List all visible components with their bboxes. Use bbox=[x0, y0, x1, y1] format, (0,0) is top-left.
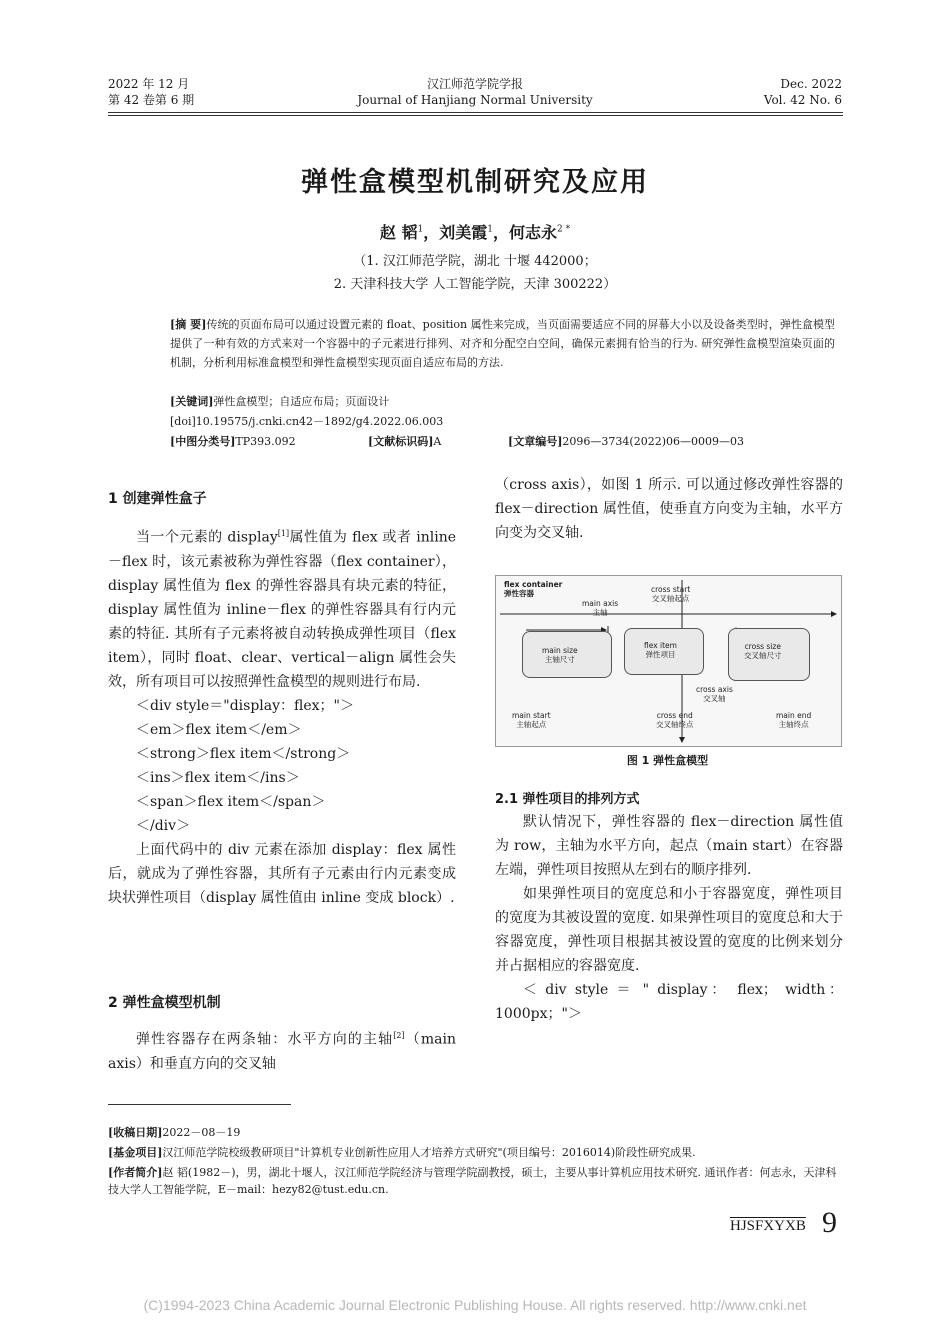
keywords bbox=[170, 394, 389, 410]
abstract bbox=[170, 315, 835, 372]
code-block bbox=[108, 694, 456, 838]
p3-rest: （main axis）和垂直方向的交叉轴 bbox=[108, 1031, 456, 1072]
code-line: ＜span＞flex item＜/span＞ bbox=[136, 793, 326, 810]
ref-2: [2] bbox=[393, 1031, 405, 1040]
paragraph-2: 上面代码中的 div 元素在添加 display：flex 属性后，就成为了弹性容器，其所有子元素由行内元素变成块状弹性项目（display 属性值由 inline 变成 block）. bbox=[108, 841, 456, 906]
main-size-label: main size 主轴尺寸 bbox=[542, 646, 578, 664]
volume-issue-en: Vol. 42 No. 6 bbox=[763, 93, 842, 107]
paragraph-1 bbox=[108, 522, 456, 694]
header-right bbox=[764, 76, 842, 108]
author-2-affil: 1 bbox=[487, 224, 493, 235]
issue-date-en: Dec. 2022 bbox=[780, 77, 842, 91]
right-paragraph-1: （cross axis），如图 1 所示. 可以通过修改弹性容器的 flex－direction 属性值，使垂直方向变为主轴，水平方向变为交叉轴. bbox=[495, 477, 843, 541]
section-2-title: 2 弹性盒模型机制 bbox=[108, 995, 221, 1011]
left-column bbox=[108, 522, 456, 910]
cnki-watermark: (C)1994-2023 China Academic Journal Electronic Publishing House. All rights reserved. http://www.cnki.net bbox=[143, 1297, 807, 1313]
keywords-label: [关键词] bbox=[170, 395, 214, 408]
affiliation-1: （1. 汉江师范学院，湖北 十堰 442000； bbox=[353, 254, 597, 269]
article-label: [文章编号] bbox=[508, 435, 563, 448]
paper-title: 弹性盒模型机制研究及应用 bbox=[301, 167, 649, 198]
fund-info: [基金项目]汉江师范学院校级教研项目"计算机专业创新性应用人才培养方式研究"(项目编号：2016014)阶段性研究成果. bbox=[108, 1146, 696, 1159]
author-3: 何志永 bbox=[508, 223, 557, 242]
clc-number bbox=[170, 434, 296, 450]
code-line: ＜div style＝"display：flex；"＞ bbox=[136, 697, 354, 714]
p3-start: 弹性容器存在两条轴：水平方向的主轴 bbox=[136, 1031, 394, 1048]
cross-start-label: cross start 交叉轴起点 bbox=[651, 585, 691, 603]
journal-name-en: Journal of Hanjiang Normal University bbox=[357, 93, 593, 107]
section-2-1-title: 2.1 弹性项目的排列方式 bbox=[495, 792, 640, 807]
author-list: 赵 韬$^1$，刘美霞$^1$，何志永$^{2 *}$ bbox=[379, 223, 571, 242]
figure-caption: 图 1 弹性盒模型 bbox=[626, 754, 709, 767]
code-line: ＜ins＞flex item＜/ins＞ bbox=[136, 769, 300, 786]
keywords-text: 弹性盒模型；自适应布局；页面设计 bbox=[213, 395, 390, 408]
paragraph-3 bbox=[108, 1024, 456, 1076]
received-date: [收稿日期]2022－08－19 bbox=[108, 1126, 241, 1139]
code-line: ＜em＞flex item＜/em＞ bbox=[136, 721, 302, 738]
clc-value: TP393.092 bbox=[235, 435, 296, 448]
author-3-affil: 2 * bbox=[557, 224, 571, 235]
header-center bbox=[300, 76, 650, 108]
doc-value: A bbox=[433, 435, 442, 448]
doi-text: 10.19575/j.cnki.cn42－1892/g4.2022.06.003 bbox=[195, 415, 444, 428]
doi-label: [doi] bbox=[170, 415, 196, 428]
ref-1: [1] bbox=[277, 529, 290, 538]
right-column-body bbox=[495, 810, 843, 1026]
flexbox-figure bbox=[495, 575, 842, 747]
cross-axis-label: cross axis 交叉轴 bbox=[696, 685, 733, 703]
cross-end-label: cross end 交叉轴终点 bbox=[656, 711, 694, 729]
article-number bbox=[508, 434, 744, 450]
doc-label: [文献标识码] bbox=[368, 435, 434, 448]
header-rule-2 bbox=[108, 115, 843, 116]
abstract-label: [摘 要] bbox=[170, 318, 207, 331]
container-label: flex container 弹性容器 bbox=[504, 580, 563, 598]
main-axis-label: main axis 主轴 bbox=[582, 599, 619, 617]
header-left bbox=[108, 76, 194, 108]
author-1-affil: 1 bbox=[417, 224, 424, 235]
code-line: ＜strong＞flex item＜/strong＞ bbox=[136, 745, 351, 762]
author-2: 刘美霞 bbox=[439, 223, 488, 242]
main-start-label: main start 主轴起点 bbox=[512, 711, 551, 729]
author-bio: [作者简介]赵 韬(1982－)，男，湖北十堰人，汉江师范学院经济与管理学院副教授，硕士，主要从事计算机应用技术研究. 通讯作者：何志永，天津科技大学人工智能学院，E－mail：hezy82@tust.edu.cn. bbox=[108, 1166, 837, 1196]
article-value: 2096—3734(2022)06—0009—03 bbox=[562, 435, 744, 448]
flex-item-label: flex item 弹性项目 bbox=[644, 641, 677, 659]
volume-issue: 第 42 卷第 6 期 bbox=[108, 93, 195, 107]
section-1-title: 1 创建弹性盒子 bbox=[108, 491, 207, 507]
main-end-label: main end 主轴终点 bbox=[776, 711, 812, 729]
issue-date: 2022 年 12 月 bbox=[108, 77, 190, 91]
journal-code: HJSFXYXB bbox=[730, 1218, 806, 1234]
right-paragraph-2: 默认情况下，弹性容器的 flex－direction 属性值为 row，主轴为水平方向，起点（main start）在容器左端，弹性项目按照从左到右的顺序排列. bbox=[495, 814, 843, 878]
doi bbox=[170, 414, 443, 430]
cross-size-label: cross size 交叉轴尺寸 bbox=[744, 642, 782, 660]
abstract-text: 传统的页面布局可以通过设置元素的 float、position 属性来完成，当页面需要适应不同的屏幕大小以及设备类型时，弹性盒模型提供了一种有效的方式来对一个容器中的子元素进行排列、对齐和分配空白空间，确保元素拥有恰当的行为. 研究弹性盒模型渲染页面的机制，分析利用标准盒模型和弹性盒模型实现页面自适应布局的方法. bbox=[170, 318, 835, 369]
p1-rest: 属性值为 flex 或者 inline－flex 时，该元素被称为弹性容器（flex container），display 属性值为 flex 的弹性容器具有块元素的特征，display 属性值为 inline－flex 的弹性容器具有行内元素的特征. 其所有子元素将被自动转换成弹性项目（flex item），同时 float、clear、vertical－align 属性会失效，所有项目可以按照弹性盒模型的规则进行布局. bbox=[108, 529, 456, 690]
journal-name-cn: 汉江师范学院学报 bbox=[426, 77, 523, 91]
doc-code bbox=[368, 434, 441, 450]
right-paragraph-4: ＜ div style ＝ " display： flex； width： 1000px；"＞ bbox=[495, 982, 843, 1022]
footnote-rule bbox=[108, 1104, 291, 1105]
code-line: ＜/div＞ bbox=[136, 817, 191, 834]
right-paragraph-3: 如果弹性项目的宽度总和小于容器宽度，弹性项目的宽度为其被设置的宽度. 如果弹性项目的宽度总和大于容器宽度，弹性项目根据其被设置的宽度的比例来划分并占据相应的容器宽度. bbox=[495, 886, 843, 974]
page-number: 9 bbox=[822, 1206, 837, 1239]
p1-start: 当一个元素的 display bbox=[136, 529, 278, 546]
header-rule bbox=[108, 112, 843, 113]
clc-label: [中图分类号] bbox=[170, 435, 236, 448]
affiliation-2: 2. 天津科技大学 人工智能学院，天津 300222） bbox=[333, 277, 617, 292]
author-1: 赵 韬 bbox=[379, 223, 418, 242]
